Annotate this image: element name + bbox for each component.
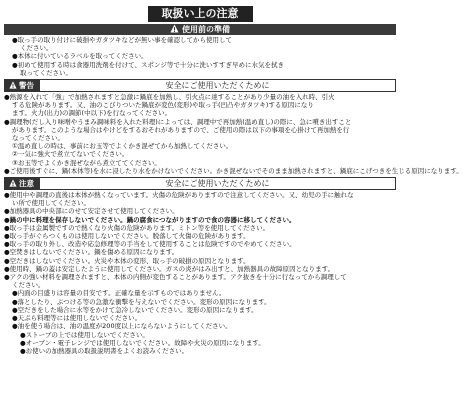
title-container xyxy=(4,2,396,22)
warning-line: ●ご使用後すぐに、鍋(本体等)を水に浸したり水をかけないでください。かき混ぜないでそのまま加熱されますと、鍋底にこげつきを生じる原因になります。 xyxy=(4,166,463,175)
caution-line: ●落としたり、ぶつける等の急激な衝撃を与えないでください。変形の原因になります。 xyxy=(12,297,271,306)
warning-line: ②一気に強火で煮立てないでください。 xyxy=(12,150,129,159)
caution-bar xyxy=(4,177,396,190)
caution-line: ●鍋の中に料理を保存しないでください。鍋の腐食につながりますので食の容器に移してください。 xyxy=(4,215,296,224)
caution-line: ●空だきはしないでください。火災や本体の変形、取っ手の破損の原因となります。 xyxy=(4,256,250,265)
caution-label-text: 注意 xyxy=(19,179,34,189)
caution-line: ●取っ手は金属製ですので熱くなり火傷の危険があります。ミトン等を使用してください。 xyxy=(4,223,270,232)
warning-heading: 安全にご使用いただくために xyxy=(40,80,395,91)
caution-line: ●取っ手がぐらつくものは使用しないでください。脱落して火傷の危険があります。 xyxy=(4,232,250,241)
caution-line: ●油を使う場合は、油の温度が200度以上にならないようにしてください。 xyxy=(12,322,232,331)
warning-line: ●熱源を入れて「強」で加熱されますと急激に鍋底を加熱し、引火点に達することがあり少量の油を入れ時、引火 xyxy=(4,93,335,102)
warning-line: があります。このような場合はやけどをするおそれがありますので、ご使用の際は以下の事項を心掛けて再加熱を行 xyxy=(12,125,350,134)
pre-use-header-text: 使用前の準備 xyxy=(182,25,230,34)
caution-heading: 安全にご使用いただくために xyxy=(40,178,395,189)
warning-line: なってください。 xyxy=(12,134,64,143)
caution-line: ●使用中や調理の直後は本体が熱くなっています。火傷の危険がありますので注意してください。又、幼児の手に触れな xyxy=(4,191,354,200)
caution-line: い所で使用してください。 xyxy=(12,199,90,208)
caution-line: ●加熱器具の中央部にのせて安定させて使用してください。 xyxy=(4,207,179,216)
caution-triangle-icon xyxy=(9,179,17,187)
warning-line: ③お玉等でよくかき混ぜながら煮立ててください。 xyxy=(12,158,161,167)
caution-line: ●空焚きはしないでください。鍋を傷める原因になります。 xyxy=(4,248,179,257)
pre-use-line: ●本体に付いているラベルを取ってください。 xyxy=(12,52,148,61)
warning-line: する危険があります。又、油のこびりついた鍋底が変色(変形)や取っ手(凹凸やガタツキ)する原因になり xyxy=(12,101,314,110)
caution-line: ●空だきをした場合に水等をかけて急冷しないでください。変形の原因になります。 xyxy=(12,305,258,314)
warning-line: ①温め直しの時は、事前にお玉等でよくかき混ぜてから加熱してください。 xyxy=(12,142,233,151)
warning-triangle-icon xyxy=(9,81,17,89)
pre-use-line: ください。 xyxy=(20,44,53,53)
pre-use-header xyxy=(4,24,396,35)
caution-line: ●内面の目盛りは容量の目安です。正確な量を示すものではありません。 xyxy=(12,289,226,298)
caution-line: ●使用時、鍋の蓋は安定したように使用してください。ガスの炎がはみ出すと、加熱器具の故障原因となります。 xyxy=(4,264,335,273)
caution-line: ●天ぷら料理等には使用しないでください。 xyxy=(12,314,142,323)
warning-block xyxy=(4,93,463,175)
caution-line: ください。 xyxy=(12,281,45,290)
caution-block xyxy=(4,191,396,355)
caution-line: ●アクの強い材料を調理されますと、本体の内側が変色することがあります。アク抜きを十分に行なってから調理して xyxy=(4,273,347,282)
warning-label xyxy=(5,80,40,91)
pre-use-block xyxy=(4,36,396,77)
warning-triangle-icon xyxy=(170,24,179,33)
warning-label-text: 警告 xyxy=(19,81,34,91)
caution-line: ●ストーブの上では使用しないでください。 xyxy=(20,330,149,339)
pre-use-line: ●初めて使用する時は食器用洗剤を付けて、スポンジ等で十分に洗いすすぎ早めに水気を拭き xyxy=(12,60,284,69)
caution-line: ●取っ手の取り外し、改造や応急修理等の手当をして使用することは危険ですのでやめてください。 xyxy=(4,240,296,249)
pre-use-line: ●取っ手の取り付けに破損やガタツキなどが無い事を確認してから使用して xyxy=(12,36,232,44)
pre-use-line: 取ってください。 xyxy=(20,68,72,77)
caution-line: ●お使いの加熱器具の取扱説明書をよくお読みください。 xyxy=(20,346,189,355)
page-title: 取扱い上の注意 xyxy=(148,6,253,22)
caution-label xyxy=(5,178,40,189)
warning-line: ●調理物(だし入り味噌やうまみ調味料を入れた料理)によっては、調理中で再加熱(温め直し)の際に、急に噴き出すこと xyxy=(4,117,352,126)
warning-bar xyxy=(4,79,396,92)
warning-line: ます。火力(出力)の調節(中以下)を行なってください。 xyxy=(12,109,172,118)
caution-line: ●オーブン・電子レンジでは使用しないでください。故障や火災の原因になります。 xyxy=(20,338,265,347)
